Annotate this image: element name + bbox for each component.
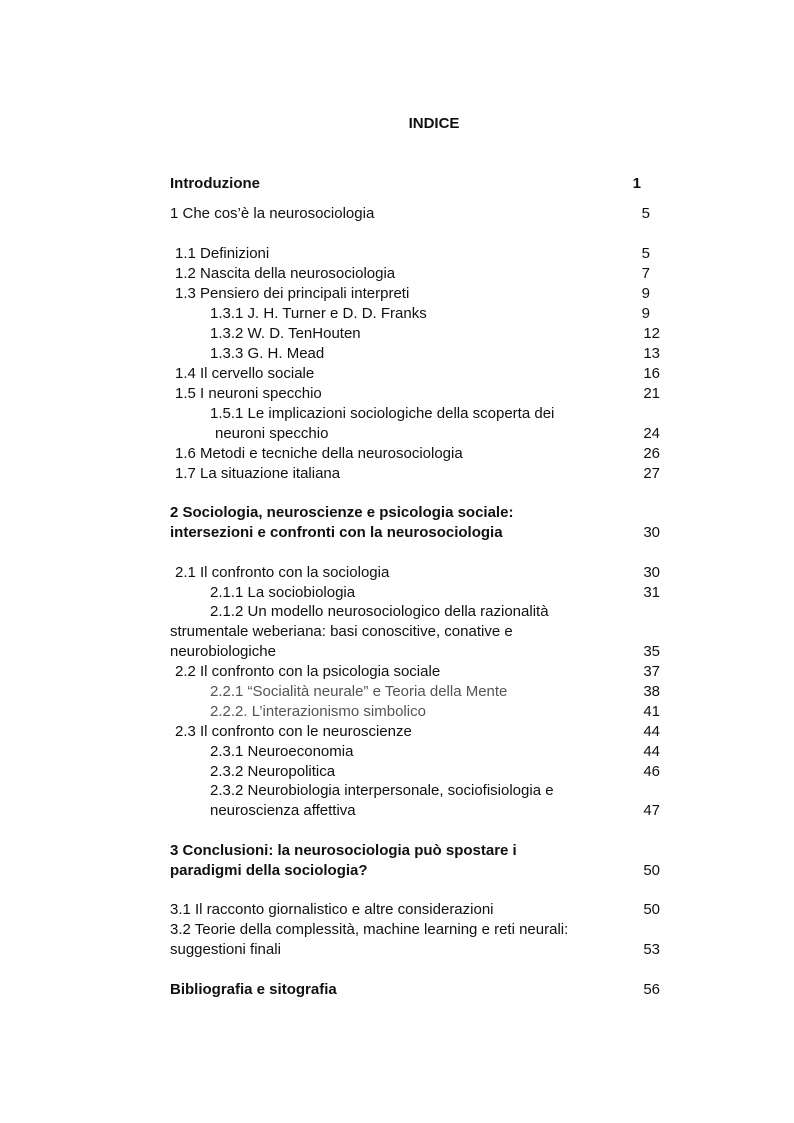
toc-entry[interactable] [170,920,660,940]
toc-entry-page: 16 [643,365,660,382]
toc-entry-page: 30 [643,524,660,541]
toc-entry-text: 2 Sociologia, neuroscienze e psicologia sociale: [170,504,514,521]
toc-entry-page: 26 [643,445,660,462]
toc-entry-text: 3.1 Il racconto giornalistico e altre considerazioni [170,901,494,918]
toc-entry-text: 1.5 I neuroni specchio [175,385,322,402]
toc-entry-page: 37 [643,663,660,680]
toc-entry[interactable] [170,801,660,821]
toc-entry-page: 13 [643,345,660,362]
toc-entry-text: 2.2.1 “Socialità neurale” e Teoria della Mente [210,683,508,700]
toc-entry-page: 38 [643,683,660,700]
toc-entry-text: neuroni specchio [215,425,329,442]
toc-entry-text: neurobiologiche [170,643,276,660]
toc-entry[interactable] [170,264,660,284]
toc-entry[interactable] [170,583,660,603]
toc-entry-page: 9 [641,285,650,302]
toc-entry-text: strumentale weberiana: basi conoscitive, conative e [170,623,513,640]
toc-entry[interactable] [170,404,660,424]
toc-chapter-2[interactable] [170,503,660,523]
toc-entry-page: 9 [641,305,650,322]
toc-entry-text: Bibliografia e sitografia [170,981,337,998]
toc-entry-text: 1.3.3 G. H. Mead [210,345,325,362]
toc-entry-page: 5 [641,245,650,262]
toc-entry-text: 1.6 Metodi e tecniche della neurosociologia [175,445,463,462]
toc-entry[interactable] [170,900,660,920]
toc-entry-text: 1.3.1 J. H. Turner e D. D. Franks [210,305,427,322]
toc-entry-text: 1.7 La situazione italiana [175,465,341,482]
toc-entry[interactable] [170,563,660,583]
toc-entry-page: 44 [643,723,660,740]
toc-entry-page: 30 [643,564,660,581]
toc-entry-page: 44 [643,743,660,760]
toc-entry[interactable] [170,781,660,801]
toc-entry-page: 21 [643,385,660,402]
toc-entry-page: 53 [643,941,660,958]
toc-entry-text: 1.5.1 Le implicazioni sociologiche della scoperta dei [210,405,555,422]
toc-entry[interactable] [170,244,660,264]
toc-entry-text: paradigmi della sociologia? [170,862,368,879]
toc-entry-page: 56 [643,981,660,998]
toc-entry-text: Introduzione [170,175,260,192]
toc-entry-text: neuroscienza affettiva [210,802,356,819]
toc-entry-text: 1.4 Il cervello sociale [175,365,315,382]
toc-entry[interactable] [170,940,660,960]
toc-entry[interactable] [170,602,660,622]
toc-entry[interactable] [170,682,660,702]
toc-entry[interactable] [170,384,660,404]
toc-entry-bibliography[interactable] [170,980,660,1000]
toc-entry-page: 1 [632,175,641,192]
toc-entry-text: 2.2 Il confronto con la psicologia sociale [175,663,441,680]
toc-entry-text: 2.1.1 La sociobiologia [210,584,356,601]
toc-entry-page: 7 [641,265,650,282]
toc-entry-page: 50 [643,862,660,879]
toc-entry-text: 2.1 Il confronto con la sociologia [175,564,390,581]
toc-entry[interactable] [170,662,660,682]
toc-entry-text: 1.1 Definizioni [175,245,270,262]
toc-entry[interactable] [170,762,660,782]
toc-entry[interactable] [170,324,660,344]
toc-entry[interactable] [170,642,660,662]
toc-entry-text: 1.2 Nascita della neurosociologia [175,265,396,282]
toc-entry-introduction[interactable] [170,174,660,194]
toc-entry-page: 47 [643,802,660,819]
toc-entry[interactable] [170,304,660,324]
toc-chapter-1[interactable] [170,204,660,224]
toc-entry-text: 2.3.2 Neuropolitica [210,763,336,780]
toc-entry-text: 1 Che cos’è la neurosociologia [170,205,375,222]
toc-chapter-2-continued[interactable] [170,523,660,543]
page-title: INDICE [408,115,460,132]
toc-entry-text: 1.3 Pensiero dei principali interpreti [175,285,410,302]
toc-entry-text: 3.2 Teorie della complessità, machine learning e reti neurali: [170,921,569,938]
toc-entry[interactable] [170,364,660,384]
toc-entry[interactable] [170,284,660,304]
toc-entry-text: 2.1.2 Un modello neurosociologico della razionalità [210,603,549,620]
toc-entry[interactable] [170,742,660,762]
toc-entry-text: 2.2.2. L’interazionismo simbolico [210,703,426,720]
toc-entry-text: intersezioni e confronti con la neurosociologia [170,524,503,541]
toc-entry-text: 3 Conclusioni: la neurosociologia può spostare i [170,842,517,859]
toc-entry-page: 35 [643,643,660,660]
toc-entry-page: 27 [643,465,660,482]
toc-entry-page: 41 [643,703,660,720]
toc-entry-page: 31 [643,584,660,601]
toc-entry-page: 5 [641,205,650,222]
toc-entry[interactable] [170,344,660,364]
toc-entry-page: 12 [643,325,660,342]
toc-entry-page: 24 [643,425,660,442]
toc-entry-text: 2.3.1 Neuroeconomia [210,743,354,760]
toc-entry[interactable] [170,622,660,642]
toc-entry-text: suggestioni finali [170,941,281,958]
toc-entry-page: 46 [643,763,660,780]
toc-entry-text: 1.3.2 W. D. TenHouten [210,325,361,342]
toc-entry[interactable] [170,464,660,484]
toc-entry[interactable] [170,722,660,742]
toc-entry-text: 2.3.2 Neurobiologia interpersonale, sociofisiologia e [210,782,554,799]
toc-entry[interactable] [170,444,660,464]
toc-entry-text: 2.3 Il confronto con le neuroscienze [175,723,412,740]
toc-entry[interactable] [170,702,660,722]
toc-chapter-3-continued[interactable] [170,861,660,881]
toc-chapter-3[interactable] [170,841,660,861]
toc-entry[interactable] [170,424,660,444]
toc-entry-page: 50 [643,901,660,918]
